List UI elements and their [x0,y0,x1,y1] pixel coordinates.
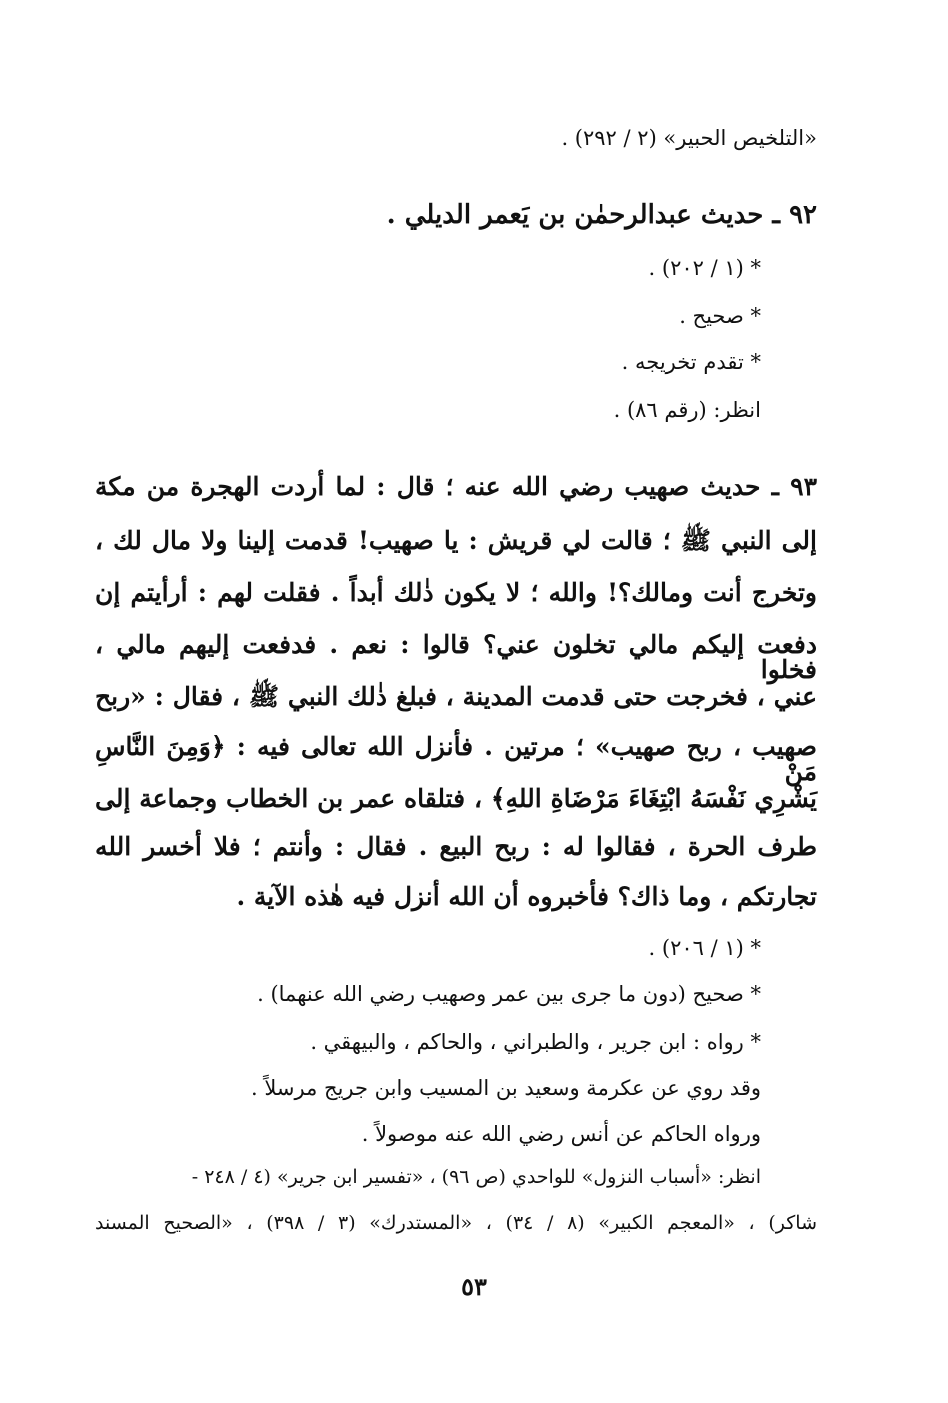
hadith-93-line-1: ٩٣ ـ حديث صهيب رضي الله عنه ؛ قال : لما أردت الهجرة من مكة [95,472,817,501]
book-page [95,0,817,1403]
hadith-93-line-7: يَشْرِي نَفْسَهُ ابْتِغَاءَ مَرْضَاةِ اللهِ﴾ ، فتلقاه عمر بن الخطاب وجماعة إلى [95,784,817,813]
previous-reference: «التلخيص الحبير» (٢ / ٢٩٢) . [561,126,817,150]
hadith-93-line-2: إلى النبي ﷺ ؛ قالت لي قريش : يا صهيب! قدمت إلينا ولا مال لك ، [95,526,817,555]
hadith-93-note-volume: * (١ / ٢٠٦) . [648,936,761,960]
hadith-93-see-also-line-1: انظر: «أسباب النزول» للواحدي (ص ٩٦) ، «تفسير ابن جرير» (٤ / ٢٤٨ - [191,1166,761,1188]
hadith-93-line-9: تجارتكم ، وما ذاك؟ فأخبروه أن الله أنزل فيه هٰذه الآية . [236,882,817,911]
hadith-92-note-volume: * (١ / ٢٠٢) . [648,256,761,280]
hadith-93-note-mursal: وقد روي عن عكرمة وسعيد بن المسيب وابن جريج مرسلاً . [251,1076,761,1100]
hadith-93-see-also-line-2: شاكر) ، «المعجم الكبير» (٨ / ٣٤) ، «المستدرك» (٣ / ٣٩٨) ، «الصحيح المسند [95,1212,817,1234]
hadith-92-see-also: انظر: (رقم ٨٦) . [613,398,761,422]
hadith-93-note-grade: * صحيح (دون ما جرى بين عمر وصهيب رضي الله عنهما) . [257,982,761,1006]
hadith-93-line-3: وتخرج أنت ومالك؟! والله ؛ لا يكون ذٰلك أبداً . فقلت لهم : أرأيتم إن [95,578,817,607]
hadith-93-note-narrators: * رواه : ابن جرير ، والطبراني ، والحاكم ، والبيهقي . [310,1030,761,1054]
hadith-93-line-6: صهيب ، ربح صهيب» ؛ مرتين . فأنزل الله تعالى فيه : ﴿وَمِنَ النَّاسِ مَنْ [95,732,817,786]
page-number: ٥٣ [461,1272,487,1301]
hadith-93-line-4: دفعت إليكم مالي تخلون عني؟ قالوا : نعم . فدفعت إليهم مالي ، فخلوا [95,630,817,684]
hadith-92-note-takhrij: * تقدم تخريجه . [621,350,761,374]
hadith-93-note-mawsul: ورواه الحاكم عن أنس رضي الله عنه موصولاً . [361,1122,761,1146]
hadith-93-line-5: عني ، فخرجت حتى قدمت المدينة ، فبلغ ذٰلك النبي ﷺ ، فقال : «ربح [95,682,817,711]
hadith-92-note-grade: * صحيح . [679,304,761,328]
hadith-93-line-8: طرف الحرة ، فقالوا له : ربح البيع . فقال : وأنتم ؛ فلا أخسر الله [95,832,817,861]
hadith-92-heading: ٩٢ ـ حديث عبدالرحمٰن بن يَعمر الديلي . [386,200,817,230]
